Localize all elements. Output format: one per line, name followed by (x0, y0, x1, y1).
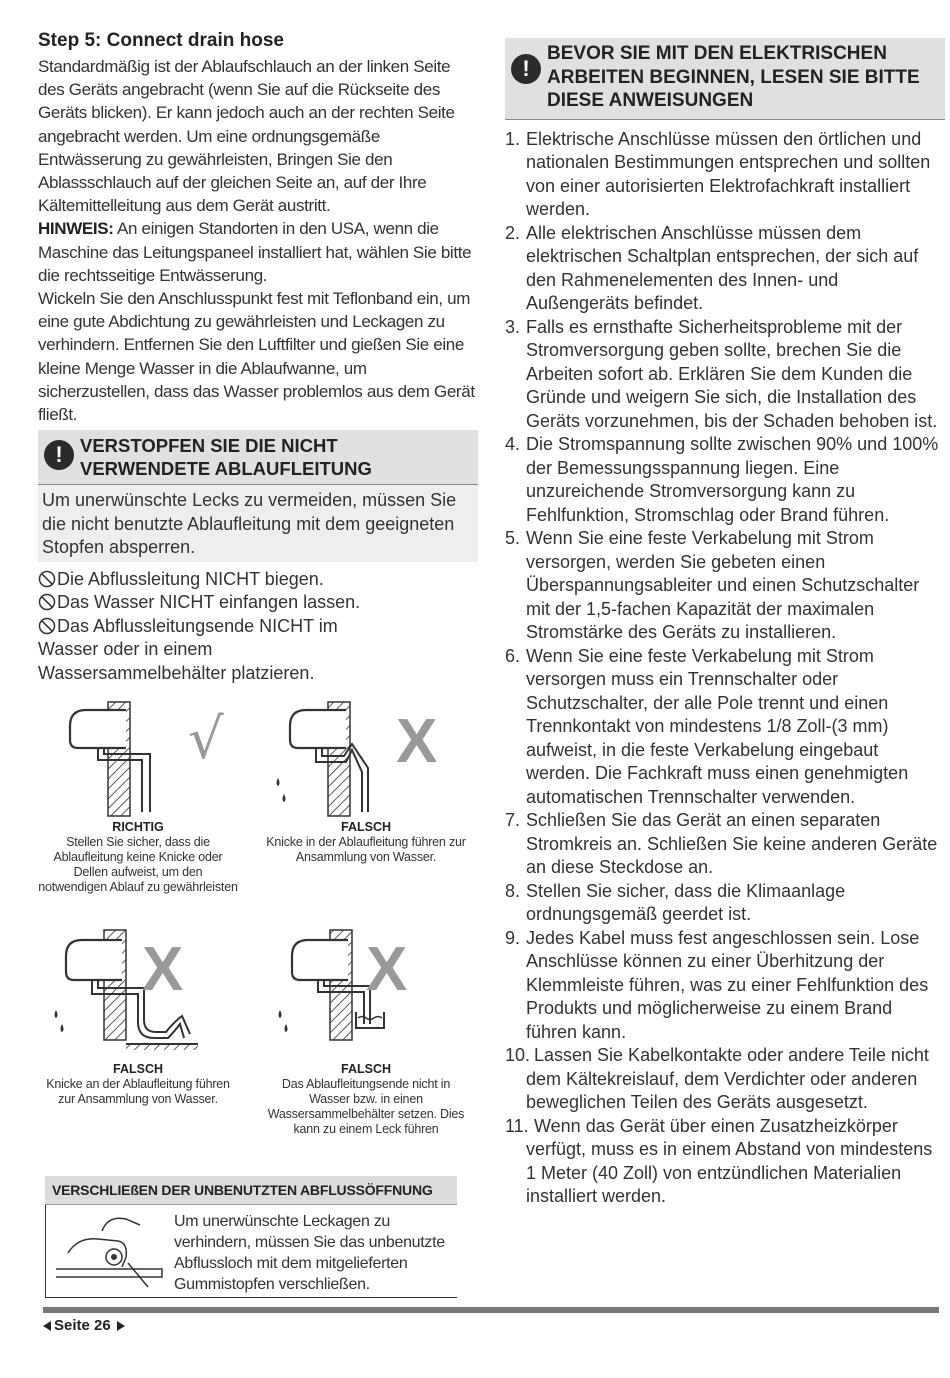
right-column (505, 38, 945, 1209)
exclamation-icon: ! (44, 440, 74, 470)
item-number: 7. (505, 810, 521, 830)
item-number: 5. (505, 528, 521, 548)
dont-text: Das Abflussleitungsende NICHT im Wasser oder in einem Wassersammelbehälter platzieren. (38, 615, 338, 683)
item-text: Elektrische Anschlüsse müssen den örtlichen und nationalen Bestimmungen entsprechen und sollten von einer autorisierten Elektrofachkraft installiert werden. (526, 128, 931, 219)
electrical-warning-title: BEVOR SIE MIT DEN ELEKTRISCHEN ARBEITEN BEGINNEN, LESEN SIE BITTE DIESE ANWEISUNGEN (547, 43, 920, 111)
dont-text: Das Wasser NICHT einfangen lassen. (57, 592, 361, 613)
instruction-item (505, 927, 945, 1045)
step-title: Step 5: Connect drain hose (38, 30, 284, 51)
unused-drain-warning (38, 430, 478, 562)
figure-caption: FALSCH (113, 1062, 163, 1076)
figure-description: Knicke an der Ablaufleitung führen zur Ansammlung von Wasser. (46, 1077, 230, 1106)
figure-wrong-dip (38, 928, 238, 1107)
cross-mark: X (142, 935, 184, 1004)
wrong-drain-drawing (266, 700, 466, 818)
instruction-item (505, 128, 945, 222)
page-footer (43, 1317, 125, 1334)
item-number: 3. (505, 316, 521, 337)
item-number: 6. (505, 645, 521, 666)
item-number: 2. (505, 222, 521, 243)
item-text: Wenn Sie eine feste Verkabelung mit Strom versorgen muss ein Trennschalter oder Schutzschalter, der alle Pole trennt und einen Trennkontakt von mindestens 1/8 Zoll-(3 mm) aufweist, in die feste Verkabelung eingebaut werden. Die Fachkraft muss einen genehmigten automatischen Trennschalter verwenden. (526, 645, 909, 807)
check-mark: √ (188, 707, 224, 772)
figure-correct (38, 700, 238, 895)
figure-description: Knicke in der Ablaufleitung führen zur Ansammlung von Wasser. (266, 835, 466, 864)
figure-description: Stellen Sie sicher, dass die Ablaufleitung keine Knicke oder Dellen aufweist, um den notwendigen Ablauf zu gewährleisten (38, 835, 238, 894)
item-number: 10. (505, 1045, 531, 1065)
item-number: 9. (505, 927, 521, 948)
page-number: Seite 26 (54, 1317, 111, 1334)
figure-caption: FALSCH (341, 820, 391, 834)
plug-box-text: Um unerwünschte Leckagen zu verhindern, müssen Sie das unbenutzte Abflussloch mit dem mitgelieferten Gummistopfen verschließen. (174, 1213, 445, 1293)
item-number: 1. (505, 128, 521, 149)
item-text: Wenn das Gerät über einen Zusatzheizkörper verfügt, muss es in einem Abstand von mindestens 1 Meter (40 Zoll) von entzündlichen Materialien installiert werden. (526, 1115, 933, 1206)
cross-mark: X (366, 935, 408, 1004)
plug-box-content (45, 1205, 457, 1298)
wrong-drain-drawing (38, 928, 238, 1060)
drain-hose-intro (38, 55, 478, 426)
item-text: Lassen Sie Kabelkontakte oder andere Teile nicht dem Kältekreislauf, dem Verdichter oder anderen beweglichen Teilen des Geräts ausgesetzt. (526, 1045, 929, 1112)
item-text: Stellen Sie sicher, dass die Klimaanlage ordnungsgemäß geerdet ist. (526, 880, 846, 924)
instruction-item (505, 433, 945, 527)
correct-drain-drawing (38, 700, 238, 818)
previous-page-icon[interactable] (43, 1321, 51, 1331)
dont-item (38, 591, 478, 615)
item-number: 8. (505, 880, 521, 901)
item-text: Jedes Kabel muss fest angeschlossen sein. Lose Anschlüsse können zu einer Überhitzung der Klemmleiste führen, was zu einer Fehlfunktion des Produkts und möglicherweise zu einem Brand führen kann. (526, 927, 929, 1042)
hint-label: HINWEIS: (38, 219, 114, 239)
dont-item (38, 568, 478, 592)
plug-unused-drain-box (45, 1176, 457, 1298)
electrical-instructions-list (505, 128, 945, 1209)
wrong-drain-drawing (266, 928, 466, 1060)
item-text: Die Stromspannung sollte zwischen 90% und 100% der Bemessungsspannung liegen. Eine unzureichende Stromversorgung kann zu Fehlfunktion, Stromschlag oder Brand führen. (526, 434, 939, 525)
rubber-plug-illustration (48, 1207, 172, 1297)
warning-body: Um unerwünschte Lecks zu vermeiden, müssen Sie die nicht benutzte Ablaufleitung mit dem geeigneten Stopfen absperren. (38, 485, 478, 562)
figure-wrong-water (266, 928, 466, 1137)
warning-title: VERSTOPFEN SIE DIE NICHT VERWENDETE ABLAUFLEITUNG (80, 435, 372, 480)
instruction-item (505, 527, 945, 645)
warning-header (38, 430, 478, 485)
prohibited-icon (38, 570, 56, 588)
figure-wrong-kink (266, 700, 466, 865)
figure-caption: RICHTIG (112, 820, 164, 834)
dont-item (38, 615, 338, 686)
instruction-item (505, 222, 945, 316)
hint-text: An einigen Standorten in den USA, wenn die Maschine das Leitungspaneel installiert hat, wählen Sie bitte die rechtsseitige Entwässerung. (38, 219, 472, 285)
instruction-item (505, 1044, 945, 1115)
prohibited-icon (38, 617, 56, 635)
intro-paragraph: Standardmäßig ist der Ablaufschlauch an der linken Seite des Geräts angebracht (wenn Sie auf die Rückseite des Geräts blicken). Er kann jedoch auch an der rechten Seite angebracht werden. Um eine ordnungsgemäße Entwässerung zu gewährleisten, Bringen Sie den Ablassschlauch auf der gleichen Seite an, auf der Ihre Kältemittelleitung aus dem Gerät austritt. (38, 57, 455, 216)
electrical-warning-header (505, 38, 945, 120)
instruction-item (505, 645, 945, 810)
instruction-item (505, 809, 945, 880)
drain-illustrations (38, 700, 478, 1140)
item-number: 4. (505, 434, 521, 454)
exclamation-icon: ! (511, 54, 541, 84)
donts-list (38, 568, 478, 686)
plug-box-title: VERSCHLIEßEN DER UNBENUTZTEN ABFLUSSÖFFNUNG (45, 1176, 457, 1205)
dont-text: Die Abflussleitung NICHT biegen. (57, 568, 324, 589)
item-text: Wenn Sie eine feste Verkabelung mit Strom versorgen, werden Sie gebeten einen Überspannungsableiter und einen Schutzschalter mit der 1,5-fachen Kapazität der maximalen Stromstärke des Geräts zu installieren. (526, 528, 920, 642)
cross-mark: X (396, 707, 438, 776)
prohibited-icon (38, 593, 56, 611)
footer-rule (43, 1307, 939, 1313)
item-text: Alle elektrischen Anschlüsse müssen dem elektrischen Schaltplan entsprechen, der sich auf den Rahmenelementen des Innen- und Außengeräts befindet. (526, 222, 919, 313)
instruction-item (505, 880, 945, 927)
instruction-item (505, 1115, 945, 1209)
item-text: Falls es ernsthafte Sicherheitsprobleme mit der Stromversorgung geben sollte, brechen Sie die Arbeiten sofort ab. Erklären Sie dem Kunden die Gründe und weigern Sie sich, die Installation des Geräts vorzunehmen, bis der Schaden behoben ist. (526, 316, 938, 431)
item-number: 11. (505, 1115, 529, 1136)
item-text: Schließen Sie das Gerät an einen separaten Stromkreis an. Schließen Sie keine anderen Geräte an diese Steckdose an. (526, 810, 938, 877)
left-column (38, 30, 478, 685)
figure-description: Das Ablaufleitungsende nicht in Wasser bzw. in einen Wassersammelbehälter setzen. Dies kann zu einem Leck führen (267, 1077, 465, 1136)
next-page-icon[interactable] (117, 1321, 125, 1331)
figure-caption: FALSCH (341, 1062, 391, 1076)
instruction-item (505, 316, 945, 434)
teflon-paragraph: Wickeln Sie den Anschlusspunkt fest mit Teflonband ein, um eine gute Abdichtung zu gewährleisten und Leckagen zu verhindern. Entfernen Sie den Luftfilter und gießen Sie eine kleine Menge Wasser in die Ablaufwanne, um sicherzustellen, dass das Wasser problemlos aus dem Gerät fließt. (38, 289, 475, 425)
